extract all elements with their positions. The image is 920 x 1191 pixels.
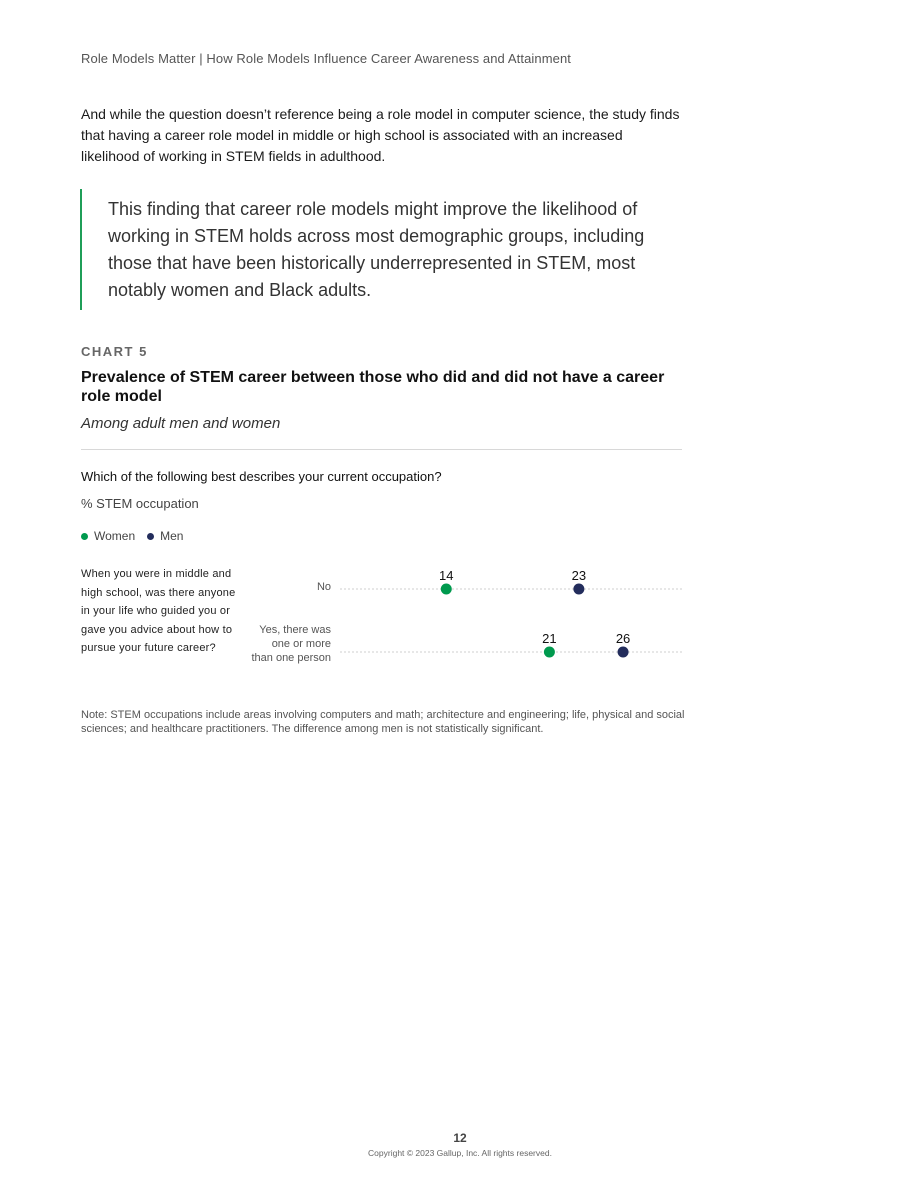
row-question: When you were in middle and high school, was there anyone in your life who guided you or gave you advice about how to pursue your future career?	[81, 568, 236, 654]
copyright: Copyright © 2023 Gallup, Inc. All rights reserved.	[368, 1148, 552, 1158]
data-label-men-row-1: 26	[615, 631, 631, 646]
intro-paragraph: And while the question doesn’t reference being a role model in computer science, the study finds that having a career role model in middle or high school is associated with an increased likelihood of working in STEM fields in adulthood.	[81, 106, 680, 164]
legend	[81, 529, 195, 543]
chart-note: Note: STEM occupations include areas involving computers and math; architecture and engineering; life, physical and social sciences; and healthcare practitioners. The difference among men is not statistically significant.	[81, 709, 685, 735]
pull-quote-bar	[80, 189, 82, 310]
legend-label-men: Men	[160, 529, 184, 543]
unit-label: % STEM occupation	[81, 496, 199, 511]
running-header: Role Models Matter | How Role Models Influence Career Awareness and Attainment	[81, 51, 572, 66]
chart-label: CHART 5	[81, 344, 148, 359]
legend-dot-women	[81, 533, 88, 540]
data-label-women-row-1: 21	[542, 631, 557, 646]
dot-men-row-1	[618, 647, 629, 658]
chart-question: Which of the following best describes your current occupation?	[81, 469, 442, 484]
legend-dot-men	[147, 533, 154, 540]
data-label-women-row-0: 14	[439, 568, 454, 583]
chart-title: Prevalence of STEM career between those who did and did not have a career role model	[81, 369, 665, 405]
row-label-yes: Yes, there was one or more than one person	[251, 624, 331, 664]
chart-subtitle: Among adult men and women	[81, 415, 281, 432]
page-number: 12	[453, 1131, 467, 1145]
legend-item-women	[81, 529, 135, 543]
data-label-men-row-0: 23	[571, 568, 587, 583]
row-label-no: No	[316, 581, 331, 593]
dot-women-row-0	[441, 584, 452, 595]
dot-plot	[0, 550, 920, 690]
dot-women-row-1	[544, 647, 555, 658]
pull-quote: This finding that career role models might improve the likelihood of working in STEM holds across most demographic groups, including those that have been historically underrepresented in STEM, most notably women and Black adults.	[108, 199, 645, 300]
legend-item-men	[147, 529, 183, 543]
legend-label-women: Women	[94, 529, 136, 543]
dot-men-row-0	[573, 584, 584, 595]
divider	[81, 449, 682, 450]
